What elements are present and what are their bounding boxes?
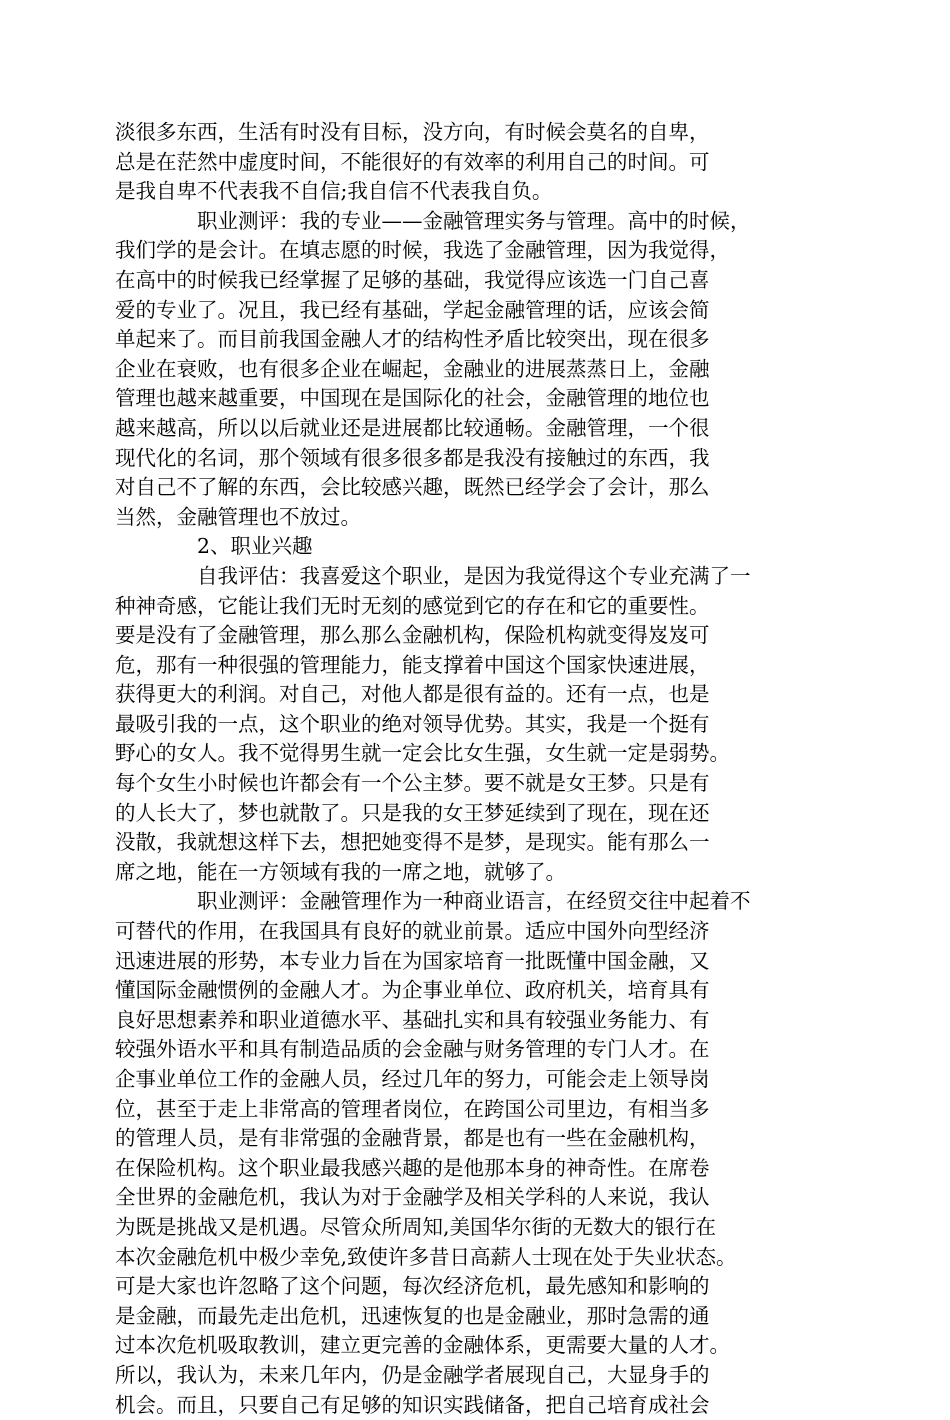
text-line: 每个女生小时候也许都会有一个公主梦。要不就是女王梦。只是有: [115, 771, 710, 796]
text-line: 危，那有一种很强的管理能力，能支撑着中国这个国家快速进展，: [115, 652, 710, 677]
text-line: 我们学的是会计。在填志愿的时候，我选了金融管理，因为我觉得，: [115, 238, 730, 263]
text-line: 淡很多东西，生活有时没有目标，没方向，有时候会莫名的自卑，: [115, 120, 710, 144]
text-line: 获得更大的利润。对自己，对他人都是很有益的。还有一点，也是: [115, 682, 710, 707]
text-line: 当然，金融管理也不放过。: [115, 504, 361, 529]
text-line: 为既是挑战又是机遇。尽管众所周知,美国华尔街的无数大的银行在: [115, 1214, 717, 1239]
text-line: 可替代的作用，在我国具有良好的就业前景。适应中国外向型经济: [115, 919, 710, 944]
text-line: 较强外语水平和具有制造品质的会金融与财务管理的专门人才。在: [115, 1037, 710, 1062]
text-line: 的人长大了，梦也就散了。只是我的女王梦延续到了现在，现在还: [115, 800, 710, 825]
text-line: 野心的女人。我不觉得男生就一定会比女生强，女生就一定是弱势。: [115, 741, 730, 766]
text-line: 全世界的金融危机，我认为对于金融学及相关学科的人来说，我认: [115, 1185, 710, 1210]
text-line: 职业测评：我的专业——金融管理实务与管理。高中的时候，: [197, 208, 751, 233]
text-line: 2、职业兴趣: [197, 534, 313, 559]
text-line: 要是没有了金融管理，那么那么金融机构，保险机构就变得岌岌可: [115, 623, 710, 648]
text-line: 越来越高，所以以后就业还是进展都比较通畅。金融管理，一个很: [115, 415, 710, 440]
text-line: 种神奇感，它能让我们无时无刻的感觉到它的存在和它的重要性。: [115, 593, 710, 618]
text-line: 自我评估：我喜爱这个职业，是因为我觉得这个专业充满了一: [197, 563, 751, 588]
text-line: 在保险机构。这个职业最我感兴趣的是他那本身的神奇性。在席卷: [115, 1155, 710, 1180]
text-line: 单起来了。而目前我国金融人才的结构性矛盾比较突出，现在很多: [115, 327, 710, 352]
text-line: 是金融，而最先走出危机，迅速恢复的也是金融业，那时急需的通: [115, 1303, 710, 1328]
text-line: 爱的专业了。况且，我已经有基础，学起金融管理的话，应该会简: [115, 297, 710, 322]
text-line: 过本次危机吸取教训，建立更完善的金融体系，更需要大量的人才。: [115, 1333, 730, 1358]
text-line: 企事业单位工作的金融人员，经过几年的努力，可能会走上领导岗: [115, 1067, 710, 1091]
text-line: 在高中的时候我已经掌握了足够的基础，我觉得应该选一门自己喜: [115, 267, 710, 292]
text-line: 机会。而且，只要自己有足够的知识实践储备，把自己培育成社会: [115, 1392, 710, 1417]
text-line: 可是大家也许忽略了这个问题，每次经济危机，最先感知和影响的: [115, 1274, 710, 1299]
text-line: 懂国际金融惯例的金融人才。为企事业单位、政府机关，培育具有: [115, 978, 710, 1003]
text-line: 席之地，能在一方领域有我的一席之地，就够了。: [115, 859, 566, 884]
text-line: 的管理人员，是有非常强的金融背景，都是也有一些在金融机构，: [115, 1126, 710, 1151]
text-line: 现代化的名词，那个领域有很多很多都是我没有接触过的东西，我: [115, 445, 710, 470]
text-line: 位，甚至于走上非常高的管理者岗位，在跨国公司里边，有相当多: [115, 1096, 710, 1121]
text-line: 是我自卑不代表我不自信;我自信不代表我自负。: [115, 179, 553, 204]
text-line: 没散，我就想这样下去，想把她变得不是梦，是现实。能有那么一: [115, 830, 710, 855]
text-line: 企业在衰败，也有很多企业在崛起，金融业的进展蒸蒸日上，金融: [115, 356, 710, 381]
text-line: 本次金融危机中极少幸免,致使许多昔日高薪人士现在处于失业状态。: [115, 1244, 737, 1269]
text-line: 所以，我认为，未来几年内，仍是金融学者展现自己，大显身手的: [115, 1362, 710, 1387]
text-line: 迅速进展的形势，本专业力旨在为国家培育一批既懂中国金融，又: [115, 948, 710, 973]
text-line: 总是在茫然中虚度时间，不能很好的有效率的利用自己的时间。可: [115, 149, 710, 174]
text-line: 良好思想素养和职业道德水平、基础扎实和具有较强业务能力、有: [115, 1007, 710, 1032]
text-line: 最吸引我的一点，这个职业的绝对领导优势。其实，我是一个挺有: [115, 711, 710, 736]
text-line: 对自己不了解的东西，会比较感兴趣，既然已经学会了会计，那么: [115, 475, 710, 500]
text-line: 管理也越来越重要，中国现在是国际化的社会，金融管理的地位也: [115, 386, 710, 411]
document-body-text: [115, 118, 835, 1420]
text-line: 职业测评：金融管理作为一种商业语言，在经贸交往中起着不: [197, 889, 751, 914]
